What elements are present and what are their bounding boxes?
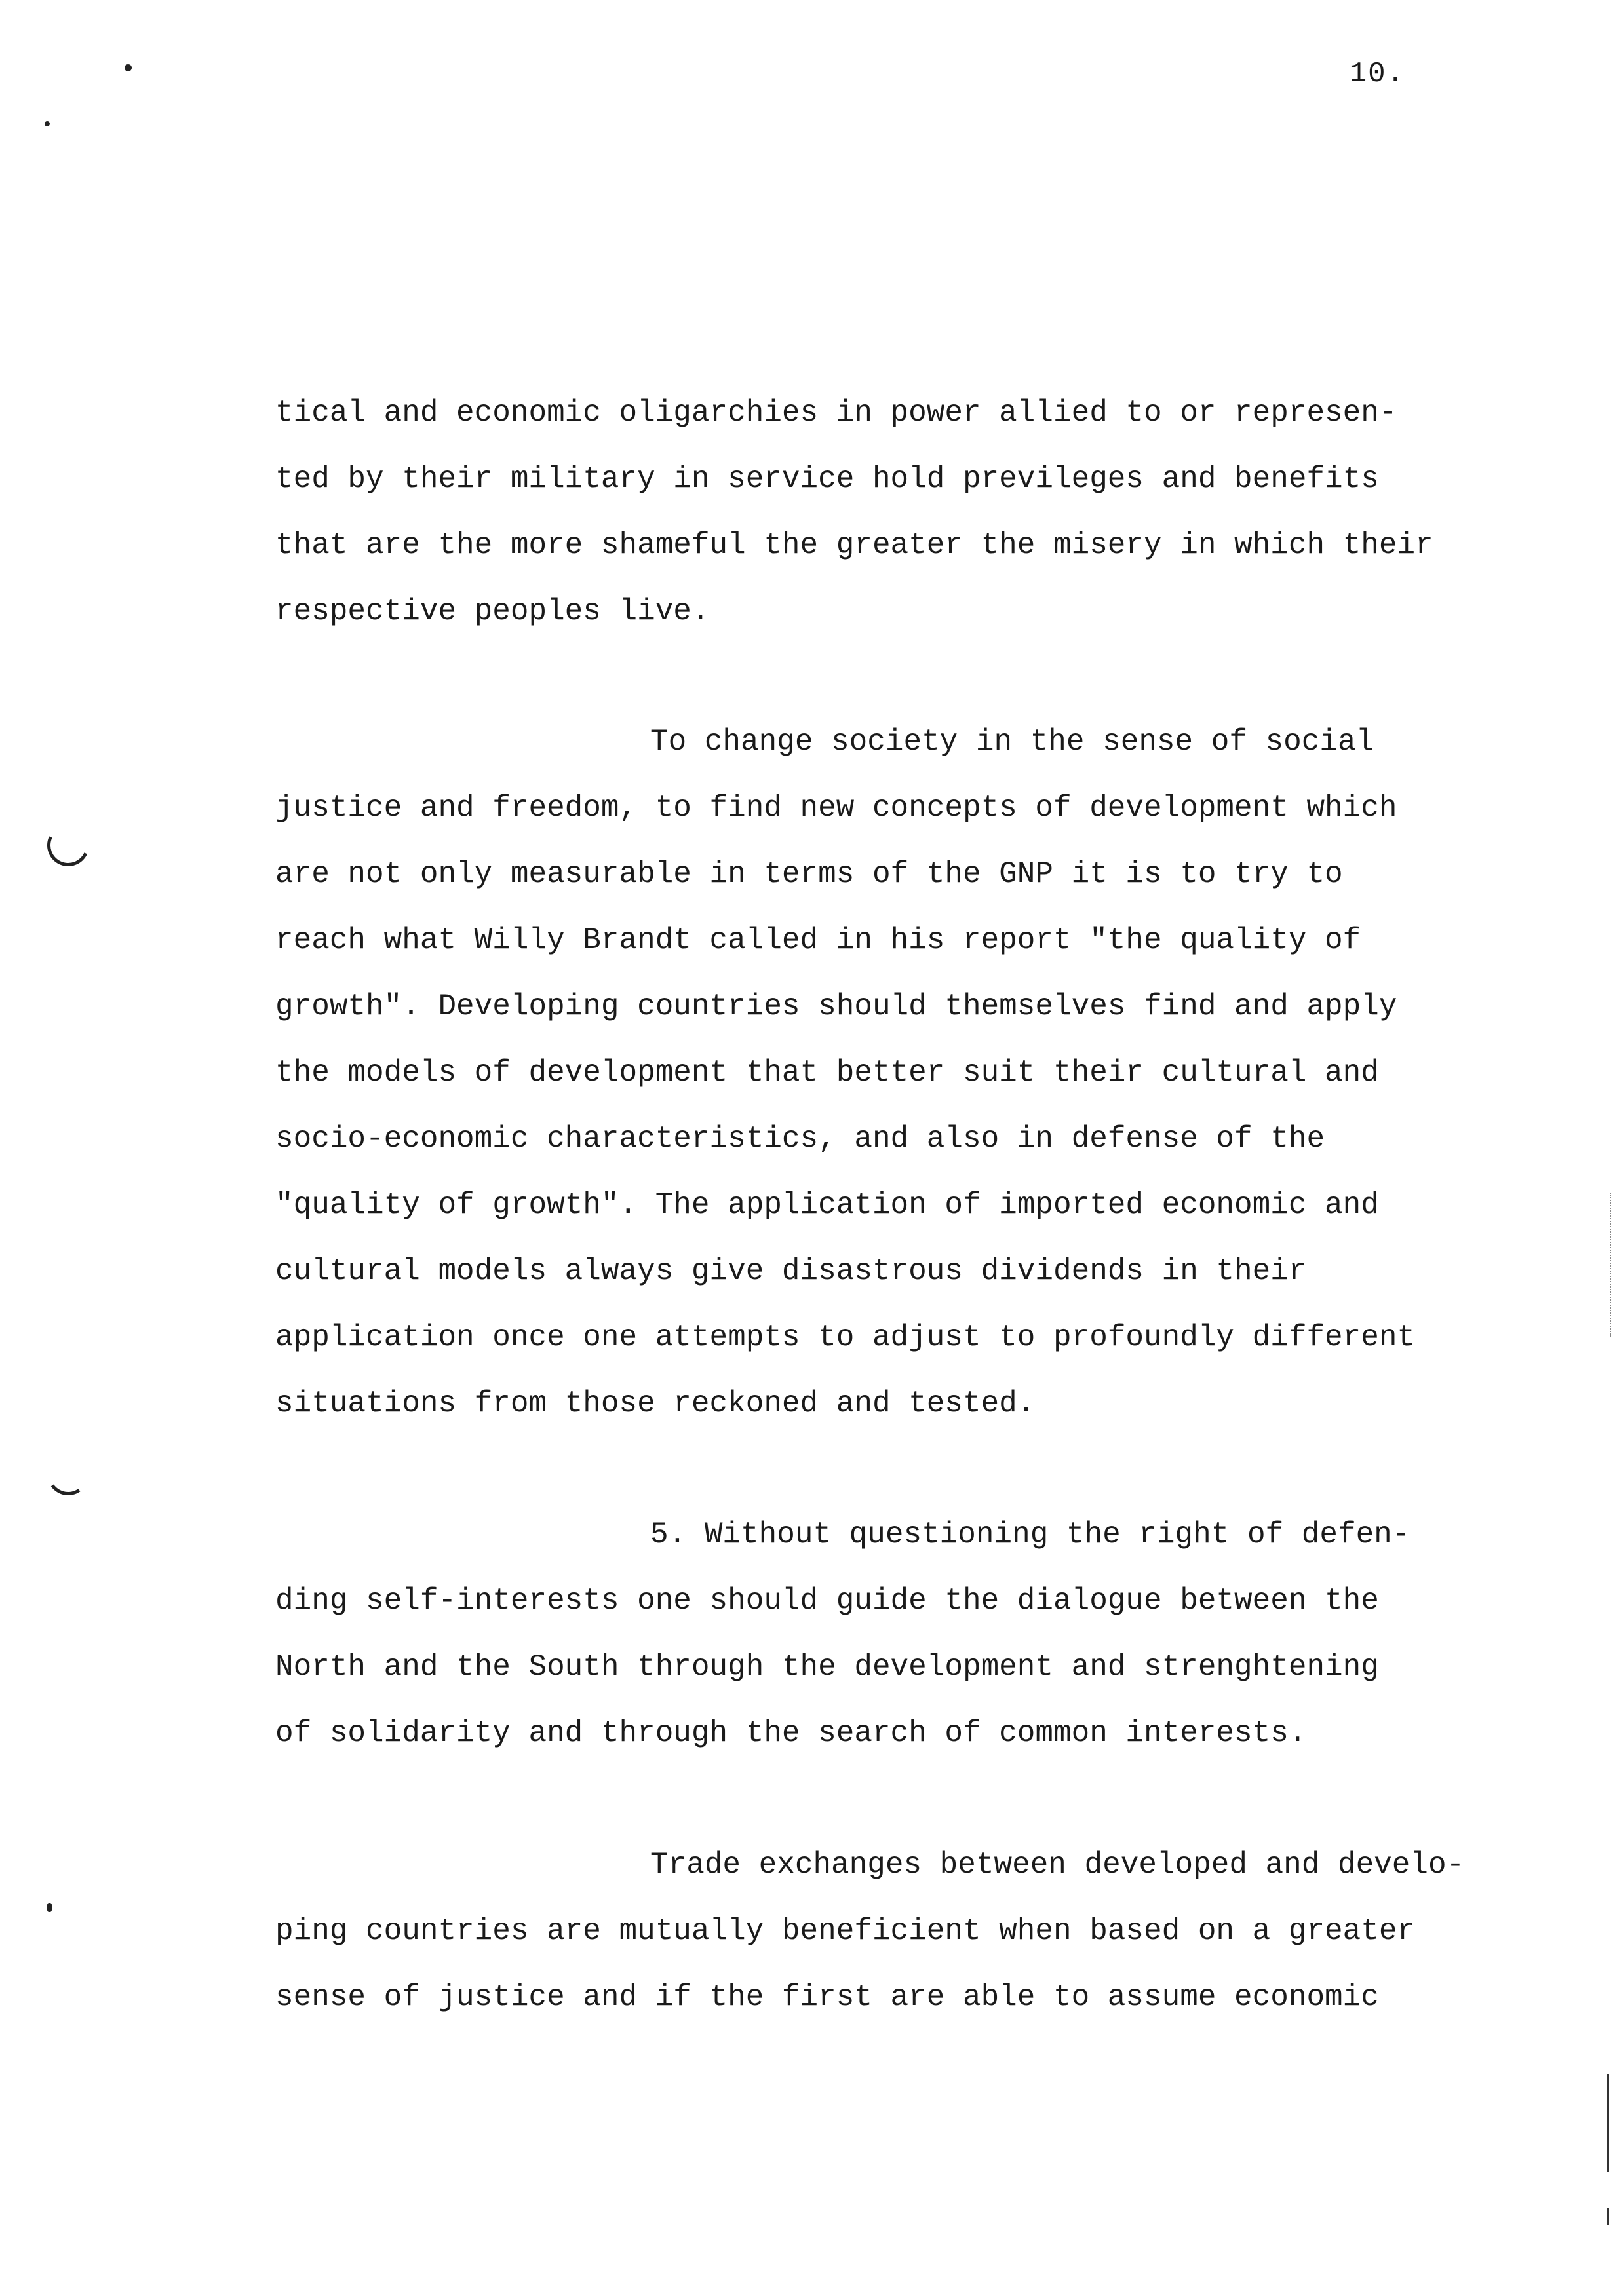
text-line: ted by their military in service hold previleges and benefits [275, 462, 1379, 496]
scan-dot-mark [45, 121, 50, 126]
scan-edge-line [1607, 2208, 1609, 2225]
text-line: tical and economic oligarchies in power allied to or represen- [275, 396, 1397, 430]
text-line: application once one attempts to adjust to profoundly different [275, 1320, 1416, 1354]
text-line: respective peoples live. [275, 594, 710, 628]
text-line: of solidarity and through the search of common interests. [275, 1716, 1307, 1750]
text-line: that are the more shameful the greater the misery in which their [275, 528, 1433, 562]
text-line: To change society in the sense of social [650, 725, 1374, 759]
body-text [275, 709, 1560, 1437]
text-line: North and the South through the development and strenghtening [275, 1650, 1379, 1684]
text-line: are not only measurable in terms of the GNP it is to try to [275, 857, 1343, 891]
text-line: reach what Willy Brandt called in his report "the quality of [275, 923, 1361, 957]
scan-edge-line [1607, 2074, 1609, 2172]
text-line: justice and freedom, to find new concepts of development which [275, 791, 1397, 825]
text-line: the models of development that better suit their cultural and [275, 1056, 1379, 1090]
text-line: socio-economic characteristics, and also in defense of the [275, 1122, 1325, 1156]
text-line: "quality of growth". The application of imported economic and [275, 1188, 1379, 1222]
body-text [275, 380, 1560, 645]
text-line: sense of justice and if the first are able to assume economic [275, 1980, 1379, 2014]
binder-hole-mark [41, 818, 95, 872]
scan-edge-line [1610, 1193, 1612, 1337]
binder-hole-mark [44, 1450, 92, 1499]
text-line: cultural models always give disastrous dividends in their [275, 1254, 1307, 1288]
text-line: Trade exchanges between developed and develo- [650, 1848, 1465, 1882]
body-text [275, 1502, 1560, 1767]
text-line: ding self-interests one should guide the dialogue between the [275, 1584, 1379, 1618]
body-text [275, 1832, 1560, 2031]
text-line: ping countries are mutually beneficient when based on a greater [275, 1914, 1416, 1948]
text-line: growth". Developing countries should themselves find and apply [275, 989, 1397, 1024]
text-line: situations from those reckoned and tested. [275, 1387, 1036, 1421]
scan-dot-mark [47, 1903, 52, 1912]
scan-dot-mark [125, 64, 132, 71]
page-number: 10. [1349, 58, 1405, 90]
text-line: 5. Without questioning the right of defen- [650, 1518, 1411, 1552]
